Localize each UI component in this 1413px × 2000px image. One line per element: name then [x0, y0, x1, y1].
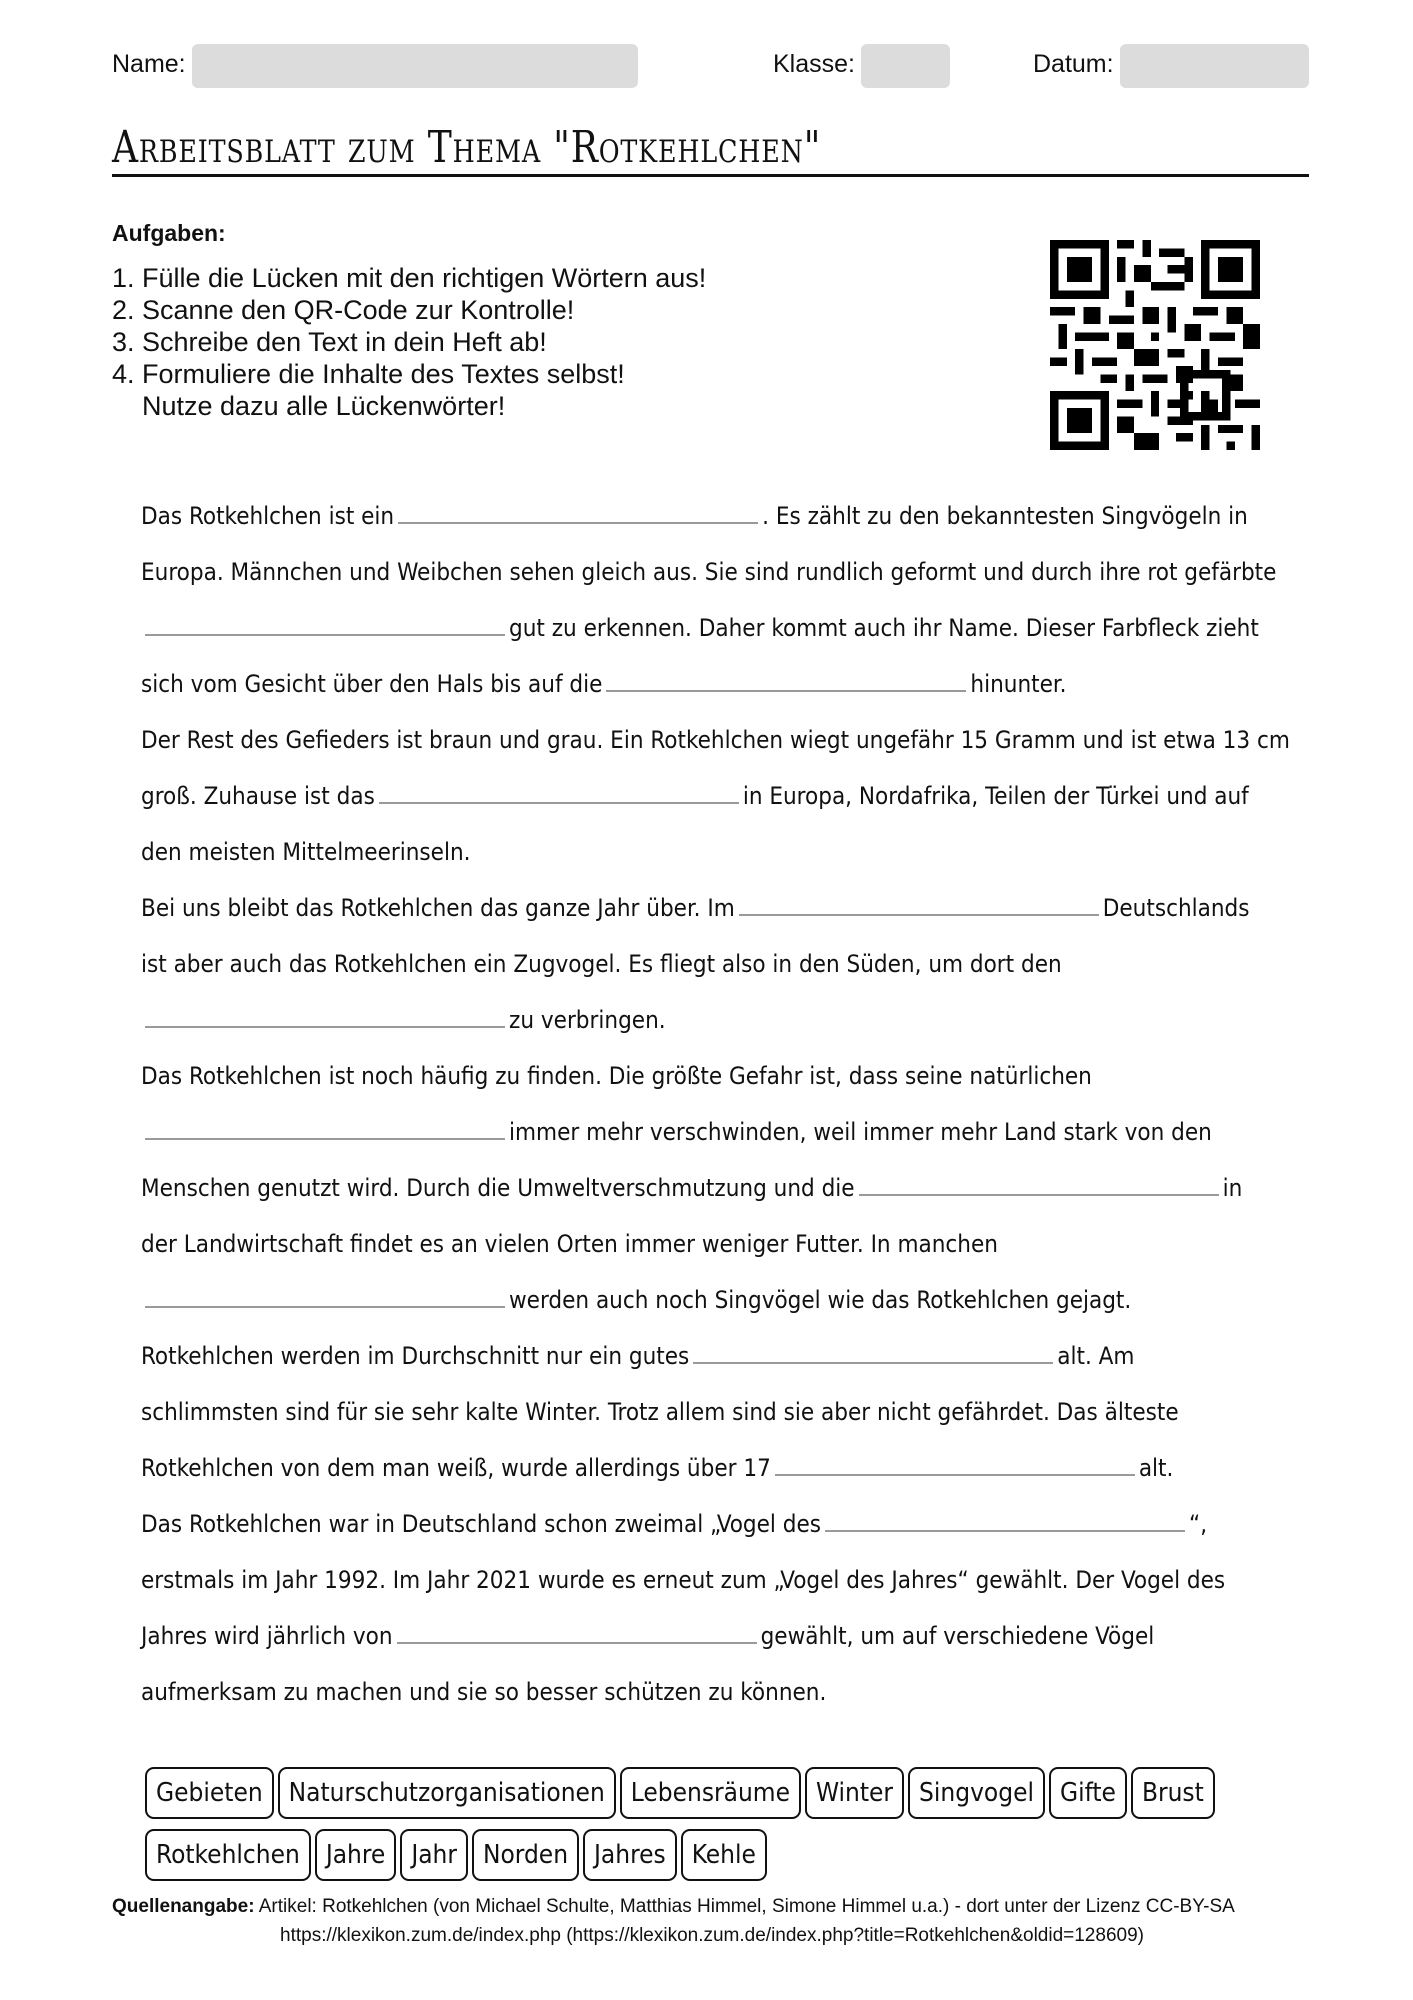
- word-card[interactable]: Gebieten: [145, 1767, 274, 1819]
- cloze-text-segment: Europa. Männchen und Weibchen sehen gleich aus. Sie sind rundlich geformt und durch ihre rot gefärbte: [141, 558, 1277, 586]
- word-card[interactable]: Lebensräume: [620, 1767, 801, 1819]
- cloze-text-segment: werden auch noch Singvögel wie das Rotkehlchen gejagt.: [509, 1286, 1132, 1314]
- task-item: 3. Schreibe den Text in dein Heft ab!: [112, 327, 547, 357]
- cloze-text-segment: hinunter.: [970, 670, 1067, 698]
- cloze-line: [141, 1216, 1321, 1272]
- blank-field[interactable]: [145, 1004, 505, 1028]
- blank-field[interactable]: [606, 668, 966, 692]
- blank-field[interactable]: [145, 1284, 505, 1308]
- word-card[interactable]: Rotkehlchen: [145, 1829, 311, 1881]
- cloze-line: [141, 544, 1321, 600]
- cloze-text: [141, 488, 1321, 1720]
- cloze-line: [141, 1328, 1321, 1384]
- cloze-text-segment: aufmerksam zu machen und sie so besser schützen zu können.: [141, 1678, 827, 1706]
- cloze-text-segment: in Europa, Nordafrika, Teilen der Türkei und auf: [742, 782, 1249, 810]
- blank-field[interactable]: [379, 780, 739, 804]
- cloze-text-segment: “,: [1189, 1510, 1208, 1538]
- cloze-text-segment: der Landwirtschaft findet es an vielen Orten immer weniger Futter. In manchen: [141, 1230, 998, 1258]
- cloze-line: [141, 488, 1321, 544]
- blank-field[interactable]: [825, 1508, 1185, 1532]
- task-item: Nutze dazu alle Lückenwörter!: [112, 391, 506, 421]
- cloze-text-segment: Rotkehlchen werden im Durchschnitt nur ein gutes: [141, 1342, 690, 1370]
- task-item: 4. Formuliere die Inhalte des Textes selbst!: [112, 359, 625, 389]
- cloze-line: [141, 1496, 1321, 1552]
- blank-field[interactable]: [145, 612, 505, 636]
- source-citation: [112, 1892, 1312, 1950]
- blank-field[interactable]: [693, 1340, 1053, 1364]
- cloze-line: [141, 880, 1321, 936]
- cloze-text-segment: Bei uns bleibt das Rotkehlchen das ganze Jahr über. Im: [141, 894, 735, 922]
- name-field[interactable]: [192, 44, 638, 88]
- cloze-text-segment: schlimmsten sind für sie sehr kalte Winter. Trotz allem sind sie aber nicht gefährdet. Das älteste: [141, 1398, 1179, 1426]
- cloze-text-segment: zu verbringen.: [509, 1006, 666, 1034]
- word-card[interactable]: Winter: [805, 1767, 904, 1819]
- cloze-text-segment: in: [1222, 1174, 1243, 1202]
- cloze-text-segment: alt.: [1138, 1454, 1174, 1482]
- cloze-line: [141, 936, 1321, 992]
- cloze-text-segment: den meisten Mittelmeerinseln.: [141, 838, 471, 866]
- cloze-line: [141, 1384, 1321, 1440]
- cloze-line: [141, 656, 1321, 712]
- cloze-line: [141, 1048, 1321, 1104]
- source-label: Quellenangabe:: [112, 1896, 255, 1917]
- source-text: Artikel: Rotkehlchen (von Michael Schulte, Matthias Himmel, Simone Himmel u.a.) - dort unter der Lizenz CC-BY-SA: [254, 1896, 1235, 1917]
- cloze-text-segment: sich vom Gesicht über den Hals bis auf die: [141, 670, 603, 698]
- cloze-line: [141, 824, 1321, 880]
- tasks-heading: Aufgaben:: [112, 220, 226, 246]
- word-card[interactable]: Kehle: [681, 1829, 767, 1881]
- cloze-line: [141, 992, 1321, 1048]
- cloze-text-segment: Der Rest des Gefieders ist braun und grau. Ein Rotkehlchen wiegt ungefähr 15 Gramm und ist etwa 13 cm: [141, 726, 1290, 754]
- task-item: 2. Scanne den QR-Code zur Kontrolle!: [112, 295, 575, 325]
- cloze-text-segment: alt. Am: [1057, 1342, 1135, 1370]
- klasse-label: Klasse:: [773, 50, 855, 78]
- word-card[interactable]: Singvogel: [908, 1767, 1045, 1819]
- word-card[interactable]: Brust: [1131, 1767, 1215, 1819]
- datum-label: Datum:: [1033, 50, 1114, 78]
- cloze-line: [141, 1608, 1321, 1664]
- blank-field[interactable]: [397, 1620, 757, 1644]
- word-card[interactable]: Jahre: [315, 1829, 397, 1881]
- word-card[interactable]: Naturschutzorganisationen: [278, 1767, 616, 1819]
- cloze-text-segment: erstmals im Jahr 1992. Im Jahr 2021 wurde es erneut zum „Vogel des Jahres“ gewählt. Der Vogel des: [141, 1566, 1226, 1594]
- cloze-line: [141, 1552, 1321, 1608]
- cloze-text-segment: . Es zählt zu den bekanntesten Singvögeln in: [762, 502, 1248, 530]
- cloze-text-segment: gewählt, um auf verschiedene Vögel: [760, 1622, 1155, 1650]
- blank-field[interactable]: [739, 892, 1099, 916]
- cloze-line: [141, 1664, 1321, 1720]
- cloze-line: [141, 1160, 1321, 1216]
- blank-field[interactable]: [398, 500, 758, 524]
- cloze-text-segment: groß. Zuhause ist das: [141, 782, 375, 810]
- cloze-line: [141, 1440, 1321, 1496]
- cloze-text-segment: Das Rotkehlchen war in Deutschland schon zweimal „Vogel des: [141, 1510, 822, 1538]
- cloze-text-segment: Jahres wird jährlich von: [141, 1622, 393, 1650]
- klasse-field[interactable]: [861, 44, 950, 88]
- datum-field[interactable]: [1120, 44, 1309, 88]
- cloze-line: [141, 768, 1321, 824]
- page-title: Arbeitsblatt zum Thema "Rotkehlchen": [112, 122, 822, 173]
- cloze-text-segment: Rotkehlchen von dem man weiß, wurde allerdings über 17: [141, 1454, 771, 1482]
- word-bank: [145, 1767, 1295, 1891]
- task-list: [112, 262, 706, 422]
- blank-field[interactable]: [859, 1172, 1219, 1196]
- cloze-text-segment: gut zu erkennen. Daher kommt auch ihr Name. Dieser Farbfleck zieht: [509, 614, 1259, 642]
- word-card[interactable]: Jahres: [583, 1829, 677, 1881]
- source-url: https://klexikon.zum.de/index.php (https://klexikon.zum.de/index.php?title=Rotkehlchen&oldid=128609): [280, 1925, 1144, 1946]
- cloze-text-segment: Menschen genutzt wird. Durch die Umweltverschmutzung und die: [141, 1174, 855, 1202]
- cloze-text-segment: Das Rotkehlchen ist ein: [141, 502, 395, 530]
- cloze-line: [141, 1272, 1321, 1328]
- cloze-line: [141, 1104, 1321, 1160]
- cloze-text-segment: ist aber auch das Rotkehlchen ein Zugvogel. Es fliegt also in den Süden, um dort den: [141, 950, 1062, 978]
- title-underline: [112, 174, 1309, 177]
- qr-code-icon[interactable]: [1050, 240, 1260, 450]
- word-card[interactable]: Gifte: [1049, 1767, 1127, 1819]
- word-card[interactable]: Jahr: [400, 1829, 468, 1881]
- cloze-line: [141, 712, 1321, 768]
- cloze-text-segment: Deutschlands: [1102, 894, 1250, 922]
- cloze-line: [141, 600, 1321, 656]
- name-label: Name:: [112, 50, 186, 78]
- word-card[interactable]: Norden: [472, 1829, 579, 1881]
- blank-field[interactable]: [145, 1116, 505, 1140]
- cloze-text-segment: Das Rotkehlchen ist noch häufig zu finden. Die größte Gefahr ist, dass seine natürlichen: [141, 1062, 1092, 1090]
- cloze-text-segment: immer mehr verschwinden, weil immer mehr Land stark von den: [509, 1118, 1212, 1146]
- task-item: 1. Fülle die Lücken mit den richtigen Wörtern aus!: [112, 263, 707, 293]
- blank-field[interactable]: [775, 1452, 1135, 1476]
